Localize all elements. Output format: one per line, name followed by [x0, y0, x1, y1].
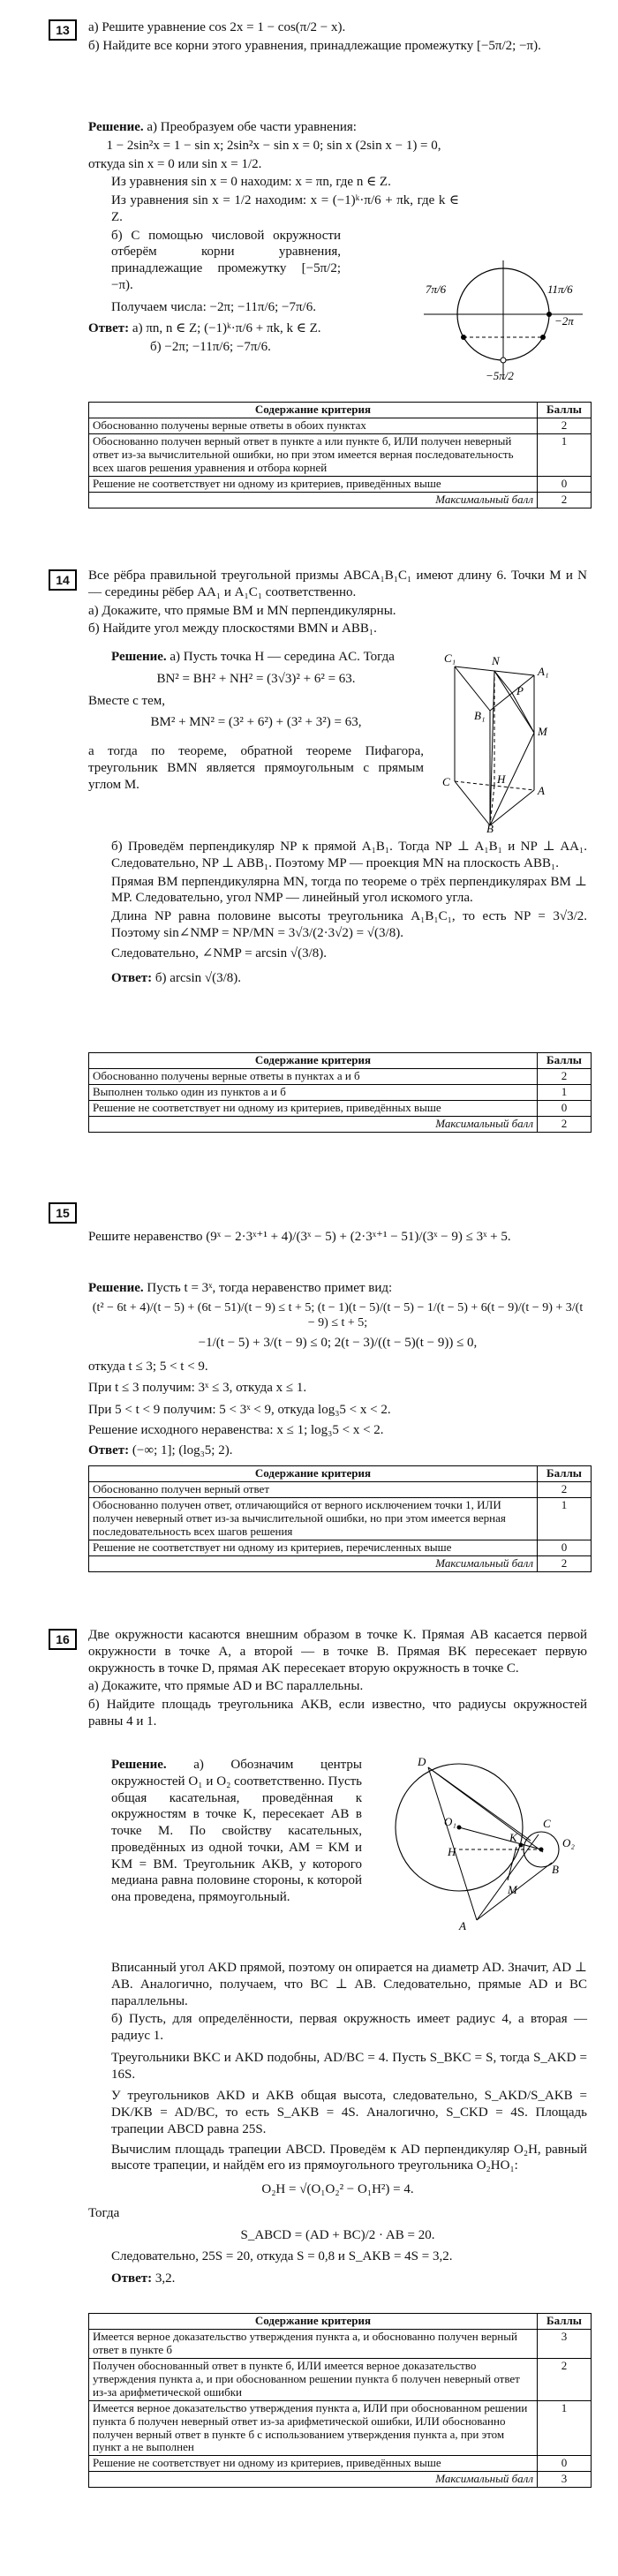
answer-label: Ответ:: [88, 321, 130, 336]
solution-label: Решение.: [88, 120, 144, 134]
sol-15-s7: Решение исходного неравенства: x ≤ 1; log₃5 < x < 2.: [88, 1422, 384, 1437]
fig-label: M: [538, 725, 547, 738]
sol-13-b1: б) С помощью числовой окружности отберём корни уравнения, принадлежащие промежутку [−5π/2; −π).: [111, 228, 341, 292]
table-row: Обоснованно получен ответ, отличающийся от верного исключением точки 1, ИЛИ получен неверный ответ из-за вычислительной ошибки, но при этом имеется верная последовательность всех шагов решения 1: [89, 1497, 592, 1540]
ans-13-a: а) πn, n ∈ Z; (−1)ᵏ·π/6 + πk, k ∈ Z.: [132, 321, 321, 336]
table-row: Имеется верное доказательство утверждения пункта а, ИЛИ при обоснованном решении пункта б получен неверный ответ из-за арифметической ошибки, ИЛИ обоснованно получен верный ответ в пункте б с использованием утверждения пункта а, при этом пункт а не выполнен 1: [89, 2400, 592, 2456]
sol-14-s2: BN² = BH² + NH² = (3√3)² + 6² = 63.: [156, 671, 356, 686]
table-row: Имеется верное доказательство утверждения пункта а, и обоснованно получен верный ответ в пункте б 3: [89, 2329, 592, 2358]
criteria-header: Содержание критерия: [89, 403, 538, 418]
task-13-solution: [88, 119, 459, 358]
sol-15-s1: Пусть t = 3ˣ, тогда неравенство примет вид:: [147, 1281, 393, 1295]
solution-label: Решение.: [88, 1281, 144, 1295]
sol-13-a3: откуда sin x = 0 или sin x = 1/2.: [88, 156, 262, 171]
sol-14-s6: б) Проведём перпендикуляр NP к прямой A₁B₁. Тогда NP ⊥ A₁B₁ и NP ⊥ AA₁. Следовательно, NP ⊥ ABB₁. Поэтому MP — проекция MN на плоскость ABB₁.: [111, 840, 587, 870]
table-row: Максимальный балл 2: [89, 1116, 592, 1132]
sol-15-s3: −1/(t − 5) + 3/(t − 9) ≤ 0; 2(t − 3)/((t − 5)(t − 9)) ≤ 0,: [198, 1335, 478, 1350]
fig-label: H: [448, 1845, 456, 1858]
fig-label: P: [516, 684, 524, 697]
task-15-number: 15: [49, 1202, 77, 1224]
task-14-cond-b: б) Найдите угол между плоскостями BMN и ABB₁.: [88, 621, 377, 636]
fig-label: K: [509, 1831, 517, 1844]
solution-label: Решение.: [111, 1758, 167, 1772]
task-16-number: 16: [49, 1629, 77, 1650]
sol-14-s1: а) Пусть точка H — середина AC. Тогда: [170, 650, 395, 664]
task-16-criteria-table: [88, 2313, 592, 2488]
task-13-criteria-table: [88, 402, 592, 508]
circle-label-7pi6: 7π/6: [426, 282, 447, 296]
table-row: Обоснованно получен верный ответ в пункте а или пункте б, ИЛИ получен неверный ответ из-за вычислительной ошибки, но при этом имеется верная последовательность всех шагов решения уравнения и отбора корней 1: [89, 433, 592, 476]
sol-16-s9: S_ABCD = (AD + BC)/2 · AB = 20.: [240, 2227, 435, 2242]
sol-15-s6: При 5 < t < 9 получим: 5 < 3ˣ < 9, откуда log₃5 < x < 2.: [88, 1403, 391, 1417]
task-13-number: 13: [49, 19, 77, 41]
sol-13-a4: Из уравнения sin x = 0 находим: x = πn, где n ∈ Z.: [111, 175, 391, 190]
fig-label: A: [538, 784, 545, 797]
fig-label: C: [442, 775, 450, 788]
task-16-circles-figure: [375, 1757, 592, 1933]
sol-16-s6: Вычислим площадь трапеции ABCD. Проведём к AD перпендикуляр O₂H, равный высоте трапеции, и найдём его из прямоугольного треугольника O₂HO₁:: [111, 2142, 587, 2173]
sol-14-s4: BM² + MN² = (3² + 6²) + (3² + 3²) = 63,: [150, 715, 362, 730]
points-header: Баллы: [538, 2314, 592, 2330]
sol-13-a2: 1 − 2sin²x = 1 − sin x; 2sin²x − sin x = 0; sin x (2sin x − 1) = 0,: [106, 138, 441, 153]
table-row: Обоснованно получен верный ответ 2: [89, 1481, 592, 1497]
answer-label: Ответ:: [111, 2271, 153, 2286]
fig-label: O₂: [562, 1836, 575, 1849]
fig-label: N: [492, 654, 500, 667]
task-14-prism-figure: [437, 649, 592, 834]
sol-16-s7: O₂H = √(O₁O₂² − O₁H²) = 4.: [261, 2182, 414, 2196]
task-14-number: 14: [49, 569, 77, 591]
criteria-header: Содержание критерия: [89, 1466, 538, 1482]
fig-label: A: [459, 1919, 466, 1932]
table-row: Получен обоснованный ответ в пункте б, ИЛИ имеется верное доказательство утверждения пункта а, и при обоснованном решении пункта б получен неверный ответ из-за арифметической ошибки 2: [89, 2358, 592, 2400]
sol-13-a1: а) Преобразуем обе части уравнения:: [147, 120, 357, 134]
criteria-header: Содержание критерия: [89, 1053, 538, 1069]
task-16-cond-b: б) Найдите площадь треугольника AKB, если известно, что радиусы окружностей равны 4 и 1.: [88, 1698, 587, 1729]
answer-label: Ответ:: [88, 1442, 130, 1457]
ans-14: б) arcsin √(3/8).: [154, 971, 242, 986]
fig-label: A₁: [538, 665, 549, 678]
fig-label: C: [543, 1817, 551, 1830]
ans-16: 3,2.: [154, 2271, 176, 2286]
sol-16-s4: Треугольники BKC и AKD подобны, AD/BC = 4. Пусть S_BKC = S, тогда S_AKD = 16S.: [111, 2050, 587, 2082]
task-16-cond-a: а) Докажите, что прямые AD и BC параллельны.: [88, 1679, 364, 1694]
sol-14-s7: Прямая BM перпендикулярна MN, тогда по теореме о трёх перпендикулярах BM ⊥ MP. Следовательно, угол NMP — линейный угол искомого угла.: [111, 874, 587, 906]
criteria-header: Содержание критерия: [89, 2314, 538, 2330]
task-16-solution-top: [88, 1757, 362, 1908]
solution-label: Решение.: [111, 650, 167, 664]
table-row: Решение не соответствует ни одному из критериев, приведённых выше 0: [89, 1100, 592, 1116]
task-13-cond-b: б) Найдите все корни этого уравнения, принадлежащие промежутку [−5π/2; −π).: [88, 38, 541, 53]
fig-label: B: [552, 1863, 559, 1876]
circle-label-11pi6: 11π/6: [547, 282, 573, 296]
task-14-cond: Все рёбра правильной треугольной призмы ABCA₁B₁C₁ имеют длину 6. Точки M и N — середины рёбер AA₁ и A₁C₁ соответственно.: [88, 569, 587, 599]
sol-15-s5: При t ≤ 3 получим: 3ˣ ≤ 3, откуда x ≤ 1.: [88, 1381, 307, 1396]
task-13-circle-figure: [415, 256, 592, 388]
fig-label: B: [486, 822, 494, 834]
sol-13-a5: Из уравнения sin x = 1/2 находим: x = (−1)ᵏ·π/6 + πk, где k ∈ Z.: [111, 193, 459, 224]
task-14-solution-bottom: [88, 839, 587, 989]
sol-14-s3: Вместе с тем,: [88, 693, 166, 708]
task-14-cond-a: а) Докажите, что прямые BM и MN перпендикулярны.: [88, 603, 396, 618]
fig-label: C₁: [444, 652, 456, 665]
fig-label: M: [508, 1883, 517, 1896]
table-row: Максимальный балл 2: [89, 1555, 592, 1571]
sol-16-s5: У треугольников AKD и AKB общая высота, следовательно, S_AKD/S_AKB = DK/KB = AD/BC, то есть S_AKB = 4S. Аналогично, S_CKD = 4S. Площадь трапеции ABCD равна 25S.: [111, 2089, 587, 2136]
circle-label-5pi2: −5π/2: [486, 369, 514, 382]
fig-label: O₁: [444, 1815, 456, 1828]
ans-13-b: б) −2π; −11π/6; −7π/6.: [150, 340, 271, 354]
task-16-condition: [88, 1627, 587, 1732]
fig-label: B₁: [474, 709, 486, 722]
task-15-condition: Решите неравенство (9ˣ − 2·3ˣ⁺¹ + 4)/(3ˣ − 5) + (2·3ˣ⁺¹ − 51)/(3ˣ − 9) ≤ 3ˣ + 5.: [88, 1230, 511, 1244]
table-row: Обоснованно получены верные ответы в пунктах а и б 2: [89, 1068, 592, 1084]
table-row: Максимальный балл 3: [89, 2472, 592, 2488]
points-header: Баллы: [538, 1466, 592, 1482]
table-row: Максимальный балл 2: [89, 492, 592, 508]
sol-16-s2: Вписанный угол AKD прямой, поэтому он опирается на диаметр AD. Значит, AD ⊥ AB. Аналогично, получаем, что BC ⊥ AB. Следовательно, прямые AD и BC параллельны.: [111, 1961, 587, 2008]
circle-label-2pi: −2π: [554, 314, 574, 328]
task-14-criteria-table: [88, 1052, 592, 1133]
sol-14-s5: а тогда по теореме, обратной теореме Пифагора, треугольник BMN является прямоугольным с прямым углом M.: [88, 744, 424, 792]
table-row: Решение не соответствует ни одному из критериев, перечисленных выше 0: [89, 1540, 592, 1555]
table-row: Решение не соответствует ни одному из критериев, приведённых выше 0: [89, 476, 592, 492]
table-row: Решение не соответствует ни одному из критериев, приведённых выше 0: [89, 2456, 592, 2472]
sol-14-s8: Длина NP равна половине высоты треугольника A₁B₁C₁, то есть NP = 3√3/2. Поэтому sin∠NMP = NP/MN = 3√3/(2·3√2) = √(3/8).: [111, 909, 587, 940]
task-15-criteria-table: [88, 1465, 592, 1572]
points-header: Баллы: [538, 403, 592, 418]
task-14-solution-top: [88, 649, 424, 795]
task-14-condition: [88, 568, 587, 639]
task-13-condition: [88, 19, 587, 56]
sol-15-s2: (t² − 6t + 4)/(t − 5) + (6t − 51)/(t − 9) ≤ t + 5; (t − 1)(t − 5)/(t − 5) − 1/(t − 5) + 6(t − 9)/(t − 9) + 3/(t − 9) ≤ t + 5;: [92, 1300, 584, 1330]
sol-13-b2: Получаем числа: −2π; −11π/6; −7π/6.: [111, 299, 316, 314]
sol-16-s10: Следовательно, 25S = 20, откуда S = 0,8 и S_AKB = 4S = 3,2.: [111, 2249, 453, 2264]
points-header: Баллы: [538, 1053, 592, 1069]
sol-16-s3: б) Пусть, для определённости, первая окружность имеет радиус 4, а вторая — радиус 1.: [111, 2012, 587, 2043]
table-row: Обоснованно получены верные ответы в обоих пунктах 2: [89, 418, 592, 433]
fig-label: H: [497, 772, 506, 786]
task-15-solution: [88, 1280, 587, 1460]
task-16-solution-bottom: [88, 1960, 587, 2289]
task-16-cond: Две окружности касаются внешним образом в точке K. Прямая AB касается первой окружности в точке A, а второй — в точке B. Прямая BK пересекает первую окружность в точке D, прямая AK пересекает вторую окружность в точке C.: [88, 1628, 587, 1676]
answer-label: Ответ:: [111, 971, 153, 986]
ans-15: (−∞; 1]; (log₃5; 2).: [132, 1442, 233, 1457]
sol-14-s9: Следовательно, ∠NMP = arcsin √(3/8).: [111, 945, 327, 960]
sol-15-s4: откуда t ≤ 3; 5 < t < 9.: [88, 1359, 208, 1374]
sol-16-s8: Тогда: [88, 2205, 120, 2220]
table-row: Выполнен только один из пунктов а и б 1: [89, 1084, 592, 1100]
task-13-cond-a: а) Решите уравнение cos 2x = 1 − cos(π/2 − x).: [88, 20, 346, 34]
sol-16-s1: а) Обозначим центры окружностей O₁ и O₂ соответственно. Пусть общая касательная, проведённая к окружностям в точке K, пересекает AB в точке M. По свойству касательных, проведённых из одной точки, AM = KM и KM = BM. Треугольник AKB, у которого медиана равна половине стороны, к которой она проведена, прямоугольный.: [111, 1758, 362, 1904]
fig-label: D: [418, 1757, 426, 1768]
